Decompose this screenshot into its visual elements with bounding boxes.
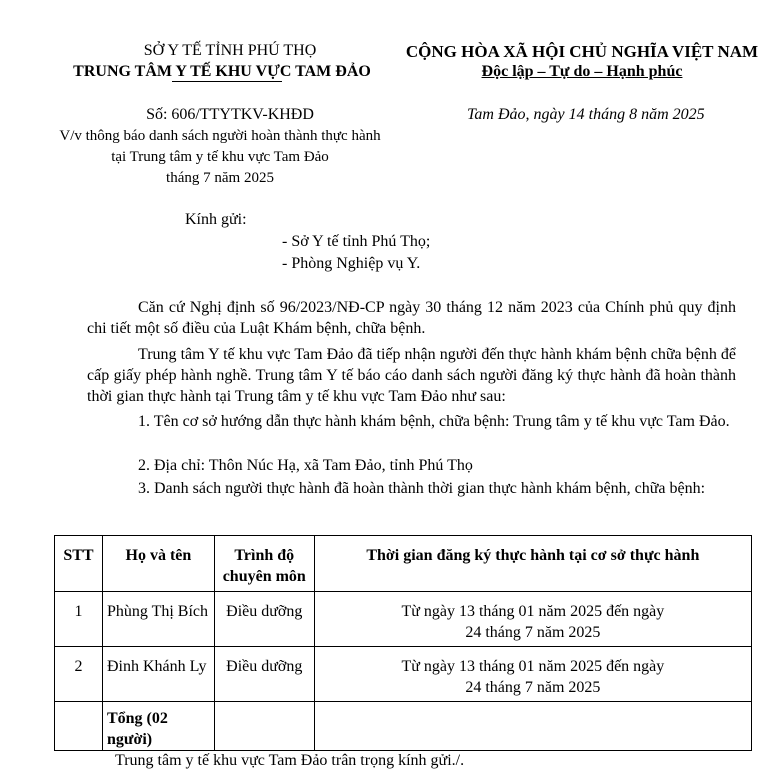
closing-line: Trung tâm y tế khu vực Tam Đảo trân trọng kính gửi./. xyxy=(115,752,465,769)
body-paragraph-legal-basis: Căn cứ Nghị định số 96/2023/NĐ-CP ngày 30 tháng 12 năm 2023 của Chính phủ quy định chi tiết một số điều của Luật Khám bệnh, chữa bệnh. xyxy=(87,299,736,337)
issuer-name-text: TRUNG TÂM Y TẾ KHU VỰC TAM ĐẢO xyxy=(73,63,371,80)
body-paragraph-report: Trung tâm Y tế khu vực Tam Đảo đã tiếp nhận người đến thực hành khám bệnh chữa bệnh để cấp giấy phép hành nghề. Trung tâm Y tế báo cáo danh sách người đăng ký thực hành đã hoàn thành thời gian thực hành tại Trung tâm y tế khu vực Tam Đảo như sau: xyxy=(87,346,736,405)
cell-total-empty xyxy=(214,702,314,751)
header-level-line-2: chuyên môn xyxy=(222,568,306,585)
subject-line-2: tại Trung tâm y tế khu vực Tam Đảo xyxy=(111,149,329,165)
recipients-label: Kính gửi: xyxy=(185,211,247,228)
cell-period xyxy=(314,592,751,647)
subject-line-3: tháng 7 năm 2025 xyxy=(166,170,274,186)
national-title: CỘNG HÒA XÃ HỘI CHỦ NGHĨA VIỆT NAM xyxy=(405,42,759,61)
subject-line-1: V/v thông báo danh sách người hoàn thành thực hành xyxy=(59,128,381,144)
header-stt: STT xyxy=(55,536,103,592)
national-motto xyxy=(390,63,774,81)
body-paragraph-list-intro: 3. Danh sách người thực hành đã hoàn thành thời gian thực hành khám bệnh, chữa bệnh: xyxy=(138,480,706,497)
body-paragraph-facility: 1. Tên cơ sở hướng dẫn thực hành khám bệnh, chữa bệnh: Trung tâm y tế khu vực Tam Đảo. xyxy=(138,413,730,430)
cell-period-line-2: 24 tháng 7 năm 2025 xyxy=(465,624,601,641)
header-period: Thời gian đăng ký thực hành tại cơ sở thực hành xyxy=(314,536,751,592)
national-motto-text: Độc lập – Tự do – Hạnh phúc xyxy=(481,63,683,80)
cell-total-empty xyxy=(314,702,751,751)
cell-stt: 2 xyxy=(55,647,103,702)
table-row xyxy=(55,647,752,702)
body-paragraph-address: 2. Địa chỉ: Thôn Núc Hạ, xã Tam Đảo, tỉnh Phú Thọ xyxy=(138,457,473,474)
cell-period-line-1: Từ ngày 13 tháng 01 năm 2025 đến ngày xyxy=(401,603,665,620)
document-number: Số: 606/TTYTKV-KHĐD xyxy=(146,106,314,123)
cell-name: Đinh Khánh Ly xyxy=(102,647,214,702)
cell-total: Tổng (02 người) xyxy=(102,702,214,751)
practitioners-table xyxy=(54,535,752,751)
issuer-name xyxy=(46,63,398,81)
cell-period-line-2: 24 tháng 7 năm 2025 xyxy=(465,679,601,696)
cell-stt: 1 xyxy=(55,592,103,647)
header-level xyxy=(214,536,314,592)
recipient-item: - Phòng Nghiệp vụ Y. xyxy=(282,255,421,272)
table-header-row xyxy=(55,536,752,592)
header-name: Họ và tên xyxy=(102,536,214,592)
header-level-line-1: Trình độ xyxy=(234,547,295,564)
cell-level: Điều dưỡng xyxy=(214,592,314,647)
table-row xyxy=(55,592,752,647)
issuer-underline xyxy=(172,81,282,82)
cell-period-line-1: Từ ngày 13 tháng 01 năm 2025 đến ngày xyxy=(401,658,665,675)
table-total-row xyxy=(55,702,752,751)
cell-level: Điều dưỡng xyxy=(214,647,314,702)
cell-name: Phùng Thị Bích xyxy=(102,592,214,647)
recipient-item: - Sở Y tế tỉnh Phú Thọ; xyxy=(282,233,431,250)
cell-period xyxy=(314,647,751,702)
document-date: Tam Đảo, ngày 14 tháng 8 năm 2025 xyxy=(467,106,705,123)
issuer-parent: SỞ Y TẾ TỈNH PHÚ THỌ xyxy=(143,42,317,59)
cell-total-empty xyxy=(55,702,103,751)
